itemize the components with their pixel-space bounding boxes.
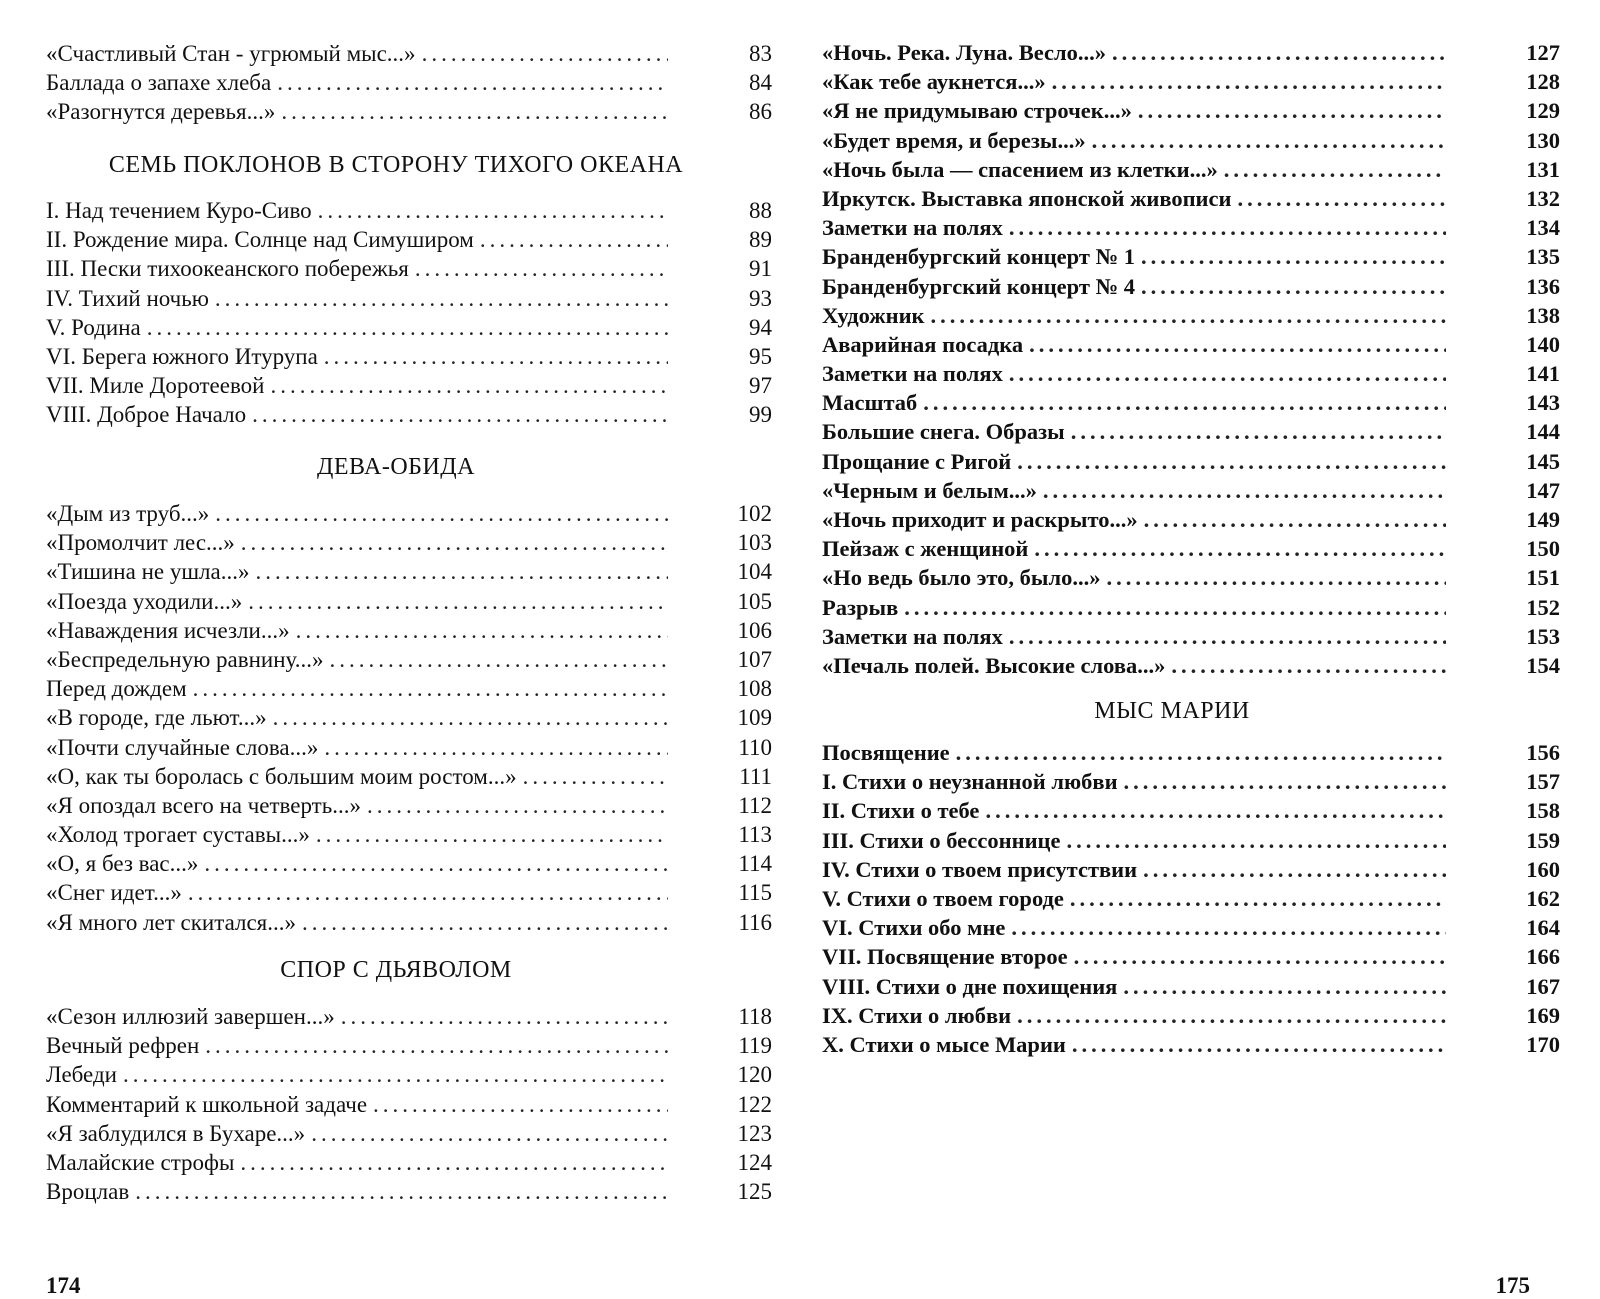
entry-page-number: 108 (737, 676, 772, 702)
toc-entry (822, 972, 1560, 1001)
entry-title: «Печаль полей. Высокие слова...» (822, 652, 1166, 678)
toc-entry (46, 762, 772, 791)
entry-title: «О, как ты боролась с большим моим ростом...» (46, 763, 517, 789)
toc-entry (822, 417, 1560, 446)
entry-page-number: 106 (737, 617, 772, 643)
entry-title: IX. Стихи о любви (822, 1002, 1012, 1028)
entry-page-number: 120 (737, 1062, 772, 1088)
dot-leader (341, 1002, 668, 1031)
entry-title: III. Пески тихоокеанского побережья (46, 256, 409, 282)
section-heading: МЫС МАРИИ (1094, 698, 1250, 724)
entry-page-number: 112 (738, 792, 772, 818)
entry-title: «Ночь. Река. Луна. Весло...» (822, 40, 1106, 65)
toc-entry (46, 1002, 772, 1031)
entry-page-number: 114 (738, 851, 772, 877)
entry-title: Заметки на полях (822, 623, 1003, 649)
toc-entry (46, 1031, 772, 1060)
toc-entry (46, 1148, 772, 1177)
dot-leader (1141, 272, 1446, 301)
entry-title: Бранденбургский концерт № 4 (822, 273, 1136, 299)
dot-leader (415, 254, 668, 283)
entry-title: II. Рождение мира. Солнце над Симуширом (46, 227, 474, 253)
dot-leader (135, 1177, 668, 1206)
entry-page-number: 125 (737, 1179, 772, 1205)
toc-entry (46, 528, 772, 557)
entry-title: Аварийная посадка (822, 331, 1024, 357)
dot-leader (1106, 563, 1446, 592)
entry-title: Лебеди (46, 1062, 117, 1088)
dot-leader (1017, 1001, 1446, 1030)
dot-leader (248, 587, 668, 616)
entry-page-number: 152 (1526, 594, 1560, 620)
toc-list (46, 1002, 772, 1206)
entry-title: «Я много лет скитался...» (46, 909, 297, 935)
toc-entry (46, 878, 772, 907)
entry-page-number: 150 (1526, 536, 1560, 562)
entry-title: IV. Тихий ночью (46, 285, 209, 311)
dot-leader (240, 1148, 668, 1177)
dot-leader (1009, 359, 1446, 388)
entry-title: «Снег идет...» (46, 880, 182, 906)
entry-page-number: 86 (749, 99, 772, 125)
toc-entry (46, 587, 772, 616)
dot-leader (1070, 884, 1446, 913)
toc-entry (46, 39, 772, 68)
entry-title: I. Над течением Куро-Сиво (46, 198, 312, 223)
entry-page-number: 102 (737, 501, 772, 526)
dot-leader (324, 733, 668, 762)
toc-entry (822, 476, 1560, 505)
entry-title: V. Стихи о твоем городе (822, 885, 1064, 911)
entry-title: Вечный рефрен (46, 1033, 200, 1059)
dot-leader (302, 908, 668, 937)
entry-title: V. Родина (46, 314, 141, 340)
entry-title: «Ночь была — спасением из клетки...» (822, 156, 1218, 182)
toc-entry (822, 622, 1560, 651)
entry-title: Художник (822, 302, 925, 328)
toc-entry (822, 184, 1560, 213)
toc-entry (46, 342, 772, 371)
entry-title: Пейзаж с женщиной (822, 536, 1029, 562)
entry-title: VIII. Стихи о дне похищения (822, 973, 1118, 999)
entry-title: «Сезон иллюзий завершен...» (46, 1004, 335, 1029)
toc-entry (822, 388, 1560, 417)
dot-leader (1011, 913, 1446, 942)
entry-page-number: 147 (1526, 477, 1560, 503)
toc-entry (46, 1119, 772, 1148)
toc-entry (822, 651, 1560, 680)
entry-page-number: 113 (738, 822, 772, 848)
toc-entry (822, 242, 1560, 271)
toc-entry (46, 225, 772, 254)
dot-leader (215, 284, 668, 313)
toc-entry (46, 1177, 772, 1206)
entry-title: II. Стихи о тебе (822, 798, 980, 824)
toc-entry (822, 67, 1560, 96)
entry-title: Масштаб (822, 390, 918, 416)
entry-page-number: 89 (749, 227, 772, 253)
toc-entry (46, 1090, 772, 1119)
entry-page-number: 158 (1526, 798, 1560, 824)
entry-page-number: 107 (737, 646, 772, 672)
entry-title: Перед дождем (46, 676, 187, 702)
entry-title: «Но ведь было это, было...» (822, 565, 1101, 591)
entry-page-number: 123 (737, 1120, 772, 1146)
dot-leader (318, 196, 668, 225)
dot-leader (422, 39, 668, 68)
toc-entry (46, 645, 772, 674)
entry-page-number: 134 (1526, 215, 1560, 241)
toc-entry (46, 254, 772, 283)
dot-leader (277, 68, 668, 97)
toc-entry (822, 913, 1560, 942)
toc-entry (822, 1030, 1560, 1059)
entry-page-number: 136 (1526, 273, 1560, 299)
entry-title: «Черным и белым...» (822, 477, 1037, 503)
toc-entry (822, 738, 1560, 767)
entry-title: «Поезда уходили...» (46, 588, 243, 614)
entry-title: VII. Миле Доротеевой (46, 373, 265, 399)
section-heading: ДЕВА-ОБИДА (317, 454, 475, 480)
entry-title: Прощание с Ригой (822, 448, 1012, 474)
entry-page-number: 103 (737, 530, 772, 556)
toc-entry (46, 371, 772, 400)
entry-title: Вроцлав (46, 1179, 130, 1205)
dot-leader (204, 849, 668, 878)
entry-title: Иркутск. Выставка японской живописи (822, 185, 1232, 211)
dot-leader (1066, 826, 1446, 855)
entry-page-number: 170 (1526, 1031, 1560, 1057)
entry-page-number: 95 (749, 343, 772, 369)
entry-title: «Ночь приходит и раскрыто...» (822, 507, 1138, 532)
dot-leader (271, 371, 669, 400)
dot-leader (1123, 972, 1446, 1001)
dot-leader (147, 313, 668, 342)
toc-entry (822, 505, 1560, 534)
dot-leader (123, 1060, 668, 1089)
entry-title: «Тишина не ушла...» (46, 559, 250, 585)
dot-leader (985, 796, 1446, 825)
entry-page-number: 140 (1526, 331, 1560, 357)
entry-page-number: 135 (1526, 244, 1560, 270)
toc-entry (822, 213, 1560, 242)
dot-leader (205, 1031, 668, 1060)
entry-page-number: 127 (1526, 40, 1560, 65)
dot-leader (923, 388, 1446, 417)
dot-leader (1141, 242, 1446, 271)
toc-entry (822, 884, 1560, 913)
entry-title: Малайские строфы (46, 1149, 235, 1175)
entry-title: VIII. Доброе Начало (46, 402, 247, 428)
toc-entry (46, 313, 772, 342)
toc-entry (46, 616, 772, 645)
dot-leader (311, 1119, 668, 1148)
dot-leader (1072, 1030, 1446, 1059)
toc-entry (46, 849, 772, 878)
entry-title: VI. Берега южного Итурупа (46, 343, 318, 369)
entry-page-number: 143 (1526, 390, 1560, 416)
dot-leader (1043, 476, 1446, 505)
toc-list (46, 499, 772, 937)
entry-page-number: 97 (749, 373, 772, 399)
entry-page-number: 160 (1526, 856, 1560, 882)
entry-title: «Я заблудился в Бухаре...» (46, 1120, 306, 1146)
dot-leader (956, 738, 1446, 767)
entry-title: «О, я без вас...» (46, 851, 199, 877)
toc-list (46, 196, 772, 430)
toc-entry (822, 563, 1560, 592)
entry-page-number: 153 (1526, 623, 1560, 649)
toc-entry (46, 820, 772, 849)
page-number: 174 (46, 1273, 81, 1298)
dot-leader (1009, 213, 1446, 242)
entry-title: «Почти случайные слова...» (46, 734, 319, 760)
entry-page-number: 119 (738, 1033, 772, 1059)
toc-entry (822, 155, 1560, 184)
dot-leader (1029, 330, 1446, 359)
entry-title: «Беспредельную равнину...» (46, 646, 324, 672)
dot-leader (296, 616, 668, 645)
entry-page-number: 99 (749, 402, 772, 428)
toc-entry (46, 400, 772, 429)
dot-leader (252, 400, 668, 429)
entry-title: «В городе, где льют...» (46, 705, 267, 731)
entry-title: Комментарий к школьной задаче (46, 1091, 368, 1117)
entry-page-number: 88 (749, 198, 772, 223)
entry-page-number: 157 (1526, 769, 1560, 795)
entry-page-number: 105 (737, 588, 772, 614)
toc-entry (822, 359, 1560, 388)
entry-page-number: 138 (1526, 302, 1560, 328)
entry-title: «Холод трогает суставы...» (46, 822, 310, 848)
dot-leader (193, 674, 668, 703)
dot-leader (329, 645, 668, 674)
entry-page-number: 94 (749, 314, 772, 340)
entry-page-number: 145 (1526, 448, 1560, 474)
entry-page-number: 162 (1526, 885, 1560, 911)
toc-entry (822, 301, 1560, 330)
toc-entry (46, 68, 772, 97)
dot-leader (215, 499, 668, 528)
dot-leader (1092, 126, 1446, 155)
toc-entry (46, 791, 772, 820)
dot-leader (1071, 417, 1446, 446)
toc-entry (822, 593, 1560, 622)
entry-page-number: 130 (1526, 127, 1560, 153)
entry-page-number: 156 (1526, 740, 1560, 765)
entry-title: X. Стихи о мысе Марии (822, 1031, 1066, 1057)
entry-page-number: 166 (1526, 944, 1560, 970)
toc-entry (822, 767, 1560, 796)
entry-page-number: 93 (749, 285, 772, 311)
entry-page-number: 129 (1526, 98, 1560, 124)
entry-title: «Как тебе аукнется...» (822, 69, 1046, 95)
dot-leader (256, 557, 669, 586)
entry-title: Заметки на полях (822, 361, 1003, 387)
dot-leader (367, 791, 668, 820)
entry-title: IV. Стихи о твоем присутствии (822, 856, 1138, 882)
toc-entry (822, 330, 1560, 359)
toc-entry (822, 1001, 1560, 1030)
dot-leader (523, 762, 668, 791)
dot-leader (480, 225, 668, 254)
toc-entry (46, 284, 772, 313)
dot-leader (1017, 447, 1446, 476)
dot-leader (1143, 855, 1446, 884)
entry-page-number: 116 (738, 909, 772, 935)
entry-page-number: 84 (749, 70, 772, 96)
entry-page-number: 159 (1526, 827, 1560, 853)
entry-page-number: 115 (738, 880, 772, 906)
entry-page-number: 91 (749, 256, 772, 282)
entry-title: I. Стихи о неузнанной любви (822, 769, 1118, 795)
entry-page-number: 144 (1526, 419, 1560, 445)
dot-leader (1138, 96, 1446, 125)
entry-title: «Я опоздал всего на четверть...» (46, 792, 361, 818)
dot-leader (1171, 651, 1446, 680)
toc-entry (46, 703, 772, 732)
entry-page-number: 167 (1526, 973, 1560, 999)
entry-title: «Промолчит лес...» (46, 530, 235, 556)
entry-page-number: 109 (737, 705, 772, 731)
dot-leader (1144, 505, 1446, 534)
dot-leader (1034, 534, 1446, 563)
dot-leader (281, 97, 668, 126)
entry-title: «Счастливый Стан - угрюмый мыс...» (46, 41, 416, 66)
toc-entry (822, 447, 1560, 476)
dot-leader (931, 301, 1446, 330)
entry-page-number: 131 (1526, 156, 1560, 182)
entry-page-number: 124 (737, 1149, 772, 1175)
entry-title: III. Стихи о бессоннице (822, 827, 1061, 853)
dot-leader (316, 820, 668, 849)
toc-entry (46, 908, 772, 937)
entry-page-number: 110 (738, 734, 772, 760)
entry-page-number: 154 (1526, 652, 1560, 678)
entry-title: Разрыв (822, 594, 899, 620)
toc-entry (822, 534, 1560, 563)
toc-entry (46, 733, 772, 762)
toc-entry (46, 674, 772, 703)
dot-leader (1074, 942, 1446, 971)
entry-title: Баллада о запахе хлеба (46, 70, 272, 96)
toc-entry (822, 796, 1560, 825)
entry-title: «Дым из труб...» (46, 501, 210, 526)
entry-title: Большие снега. Образы (822, 419, 1065, 445)
toc-entry (822, 126, 1560, 155)
entry-page-number: 104 (737, 559, 772, 585)
entry-title: Посвящение (822, 740, 950, 765)
entry-page-number: 128 (1526, 69, 1560, 95)
section-heading: СПОР С ДЬЯВОЛОМ (280, 957, 512, 983)
entry-page-number: 169 (1526, 1002, 1560, 1028)
dot-leader (241, 528, 668, 557)
entry-page-number: 122 (737, 1091, 772, 1117)
entry-title: VII. Посвящение второе (822, 944, 1068, 970)
toc-entry (822, 38, 1560, 67)
dot-leader (324, 342, 668, 371)
dot-leader (1237, 184, 1446, 213)
dot-leader (1124, 767, 1446, 796)
page-number: 175 (1495, 1273, 1530, 1298)
toc-list (822, 738, 1560, 1059)
entry-page-number: 118 (738, 1004, 772, 1029)
entry-title: VI. Стихи обо мне (822, 915, 1006, 941)
entry-page-number: 132 (1526, 185, 1560, 211)
toc-entry (46, 97, 772, 126)
entry-page-number: 151 (1526, 565, 1560, 591)
entry-title: «Я не придумываю строчек...» (822, 98, 1132, 124)
entry-title: Бранденбургский концерт № 1 (822, 244, 1136, 270)
dot-leader (1009, 622, 1446, 651)
entry-title: «Будет время, и березы...» (822, 127, 1086, 153)
toc-list (46, 39, 772, 127)
toc-entry (46, 196, 772, 225)
entry-title: Заметки на полях (822, 215, 1003, 241)
dot-leader (1112, 38, 1446, 67)
entry-page-number: 111 (739, 763, 772, 789)
dot-leader (373, 1090, 668, 1119)
toc-list (822, 38, 1560, 680)
dot-leader (904, 593, 1446, 622)
entry-title: «Наваждения исчезли...» (46, 617, 290, 643)
section-heading: СЕМЬ ПОКЛОНОВ В СТОРОНУ ТИХОГО ОКЕАНА (108, 152, 684, 178)
dot-leader (188, 878, 668, 907)
dot-leader (1224, 155, 1446, 184)
dot-leader (1052, 67, 1446, 96)
dot-leader (273, 703, 668, 732)
entry-page-number: 149 (1526, 507, 1560, 532)
entry-title: «Разогнутся деревья...» (46, 99, 276, 125)
entry-page-number: 164 (1526, 915, 1560, 941)
toc-entry (822, 855, 1560, 884)
toc-entry (46, 1060, 772, 1089)
entry-page-number: 83 (749, 41, 772, 66)
toc-entry (46, 499, 772, 528)
toc-entry (822, 96, 1560, 125)
entry-page-number: 141 (1526, 361, 1560, 387)
toc-entry (46, 557, 772, 586)
toc-entry (822, 942, 1560, 971)
toc-entry (822, 272, 1560, 301)
toc-entry (822, 826, 1560, 855)
